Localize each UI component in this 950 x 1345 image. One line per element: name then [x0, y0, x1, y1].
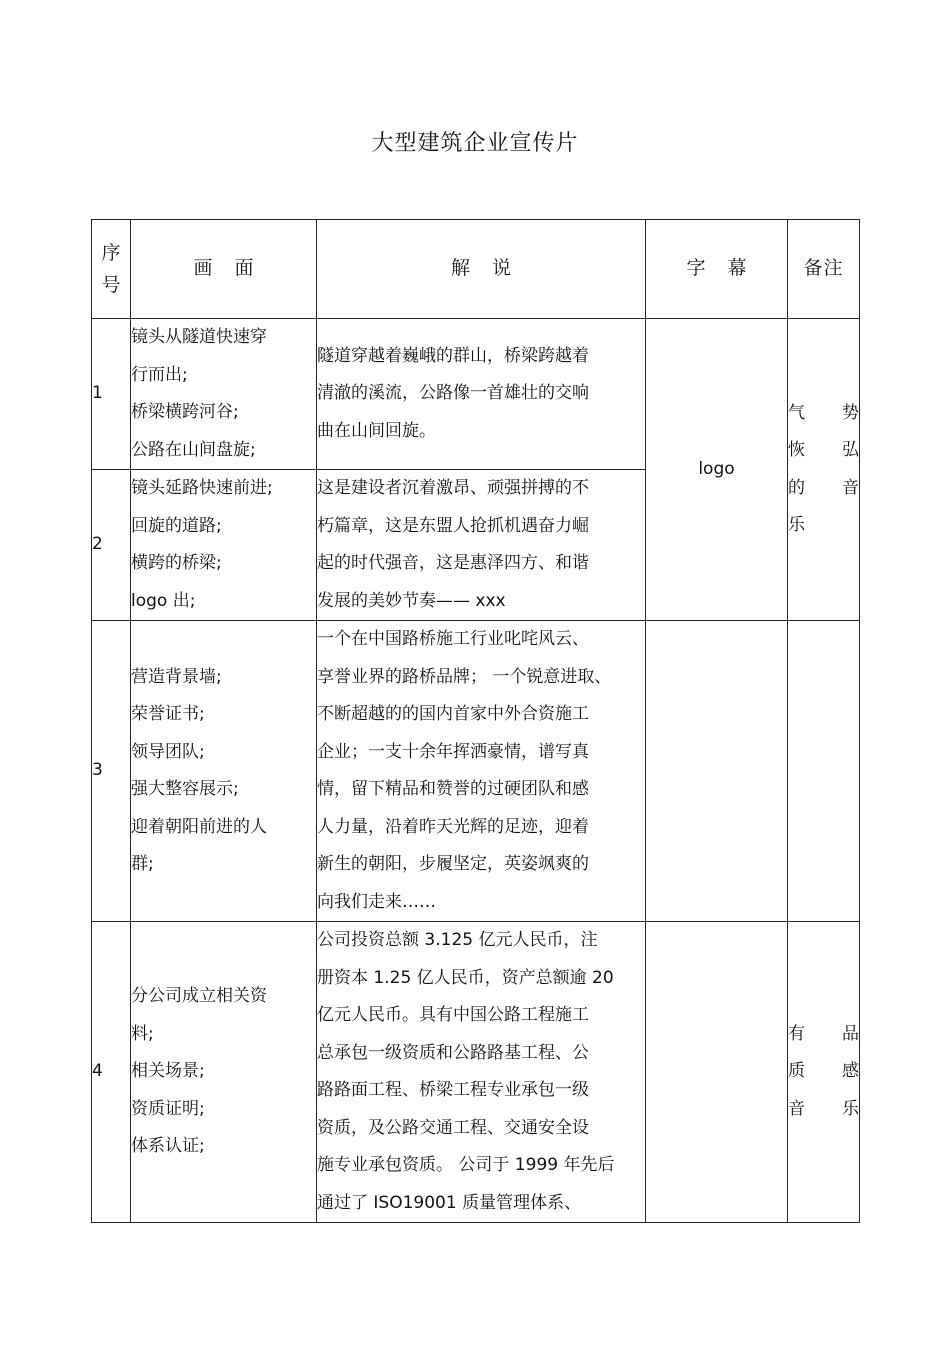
- header-note: 备注: [788, 220, 860, 319]
- narration-cell: 一个在中国路桥施工行业叱咤风云、 享誉业界的路桥品牌； 一个锐意进取、 不断超越的的国内首家中外合资施工 企业；一支十余年挥洒豪情，谱写真 情，留下精品和赞誉的过硬团队和感 人力量，沿着昨天光辉的足迹，迎着 新生的朝阳，步履坚定，英姿飒爽的 向我们走来……: [317, 621, 646, 922]
- subtitle-cell: [646, 621, 788, 922]
- table-row: [92, 621, 860, 922]
- scene-cell: 镜头延路快速前进; 回旋的道路; 横跨的桥梁; logo 出;: [131, 470, 317, 621]
- scene-cell: 分公司成立相关资 料; 相关场景; 资质证明; 体系认证;: [131, 922, 317, 1223]
- header-narration: 解说: [317, 220, 646, 319]
- subtitle-cell: [646, 922, 788, 1223]
- table-row: [92, 922, 860, 1223]
- scene-cell: 营造背景墙; 荣誉证书; 领导团队; 强大整容展示; 迎着朝阳前进的人 群;: [131, 621, 317, 922]
- note-cell: 有 品 质 感 音乐: [788, 922, 860, 1223]
- script-table: [91, 219, 860, 1223]
- note-cell: 气 势 恢 弘 的 音 乐: [788, 319, 860, 621]
- narration-cell: 公司投资总额 3.125 亿元人民币，注 册资本 1.25 亿人民币，资产总额逾 20 亿元人民币。具有中国公路工程施工 总承包一级资质和公路路基工程、公 路路面工程、桥梁工程专业承包一级 资质，及公路交通工程、交通安全设 施专业承包资质。 公司于 1999 年先后 通过了 ISO19001 质量管理体系、: [317, 922, 646, 1223]
- row-number: 2: [92, 470, 131, 621]
- header-scene: 画面: [131, 220, 317, 319]
- narration-cell: 隧道穿越着巍峨的群山，桥梁跨越着 清澈的溪流，公路像一首雄壮的交响 曲在山间回旋。: [317, 319, 646, 470]
- table-header-row: [92, 220, 860, 319]
- subtitle-cell: logo: [646, 319, 788, 621]
- scene-cell: 镜头从隧道快速穿 行而出; 桥梁横跨河谷; 公路在山间盘旋;: [131, 319, 317, 470]
- row-number: 1: [92, 319, 131, 470]
- narration-cell: 这是建设者沉着激昂、顽强拼搏的不 朽篇章，这是东盟人抢抓机遇奋力崛 起的时代强音，这是惠泽四方、和谐 发展的美妙节奏—— xxx: [317, 470, 646, 621]
- header-subtitle: 字幕: [646, 220, 788, 319]
- table-row: [92, 319, 860, 470]
- row-number: 3: [92, 621, 131, 922]
- header-number: 序 号: [92, 220, 131, 319]
- note-cell: [788, 621, 860, 922]
- document-title: 大型建筑企业宣传片: [371, 131, 579, 156]
- row-number: 4: [92, 922, 131, 1223]
